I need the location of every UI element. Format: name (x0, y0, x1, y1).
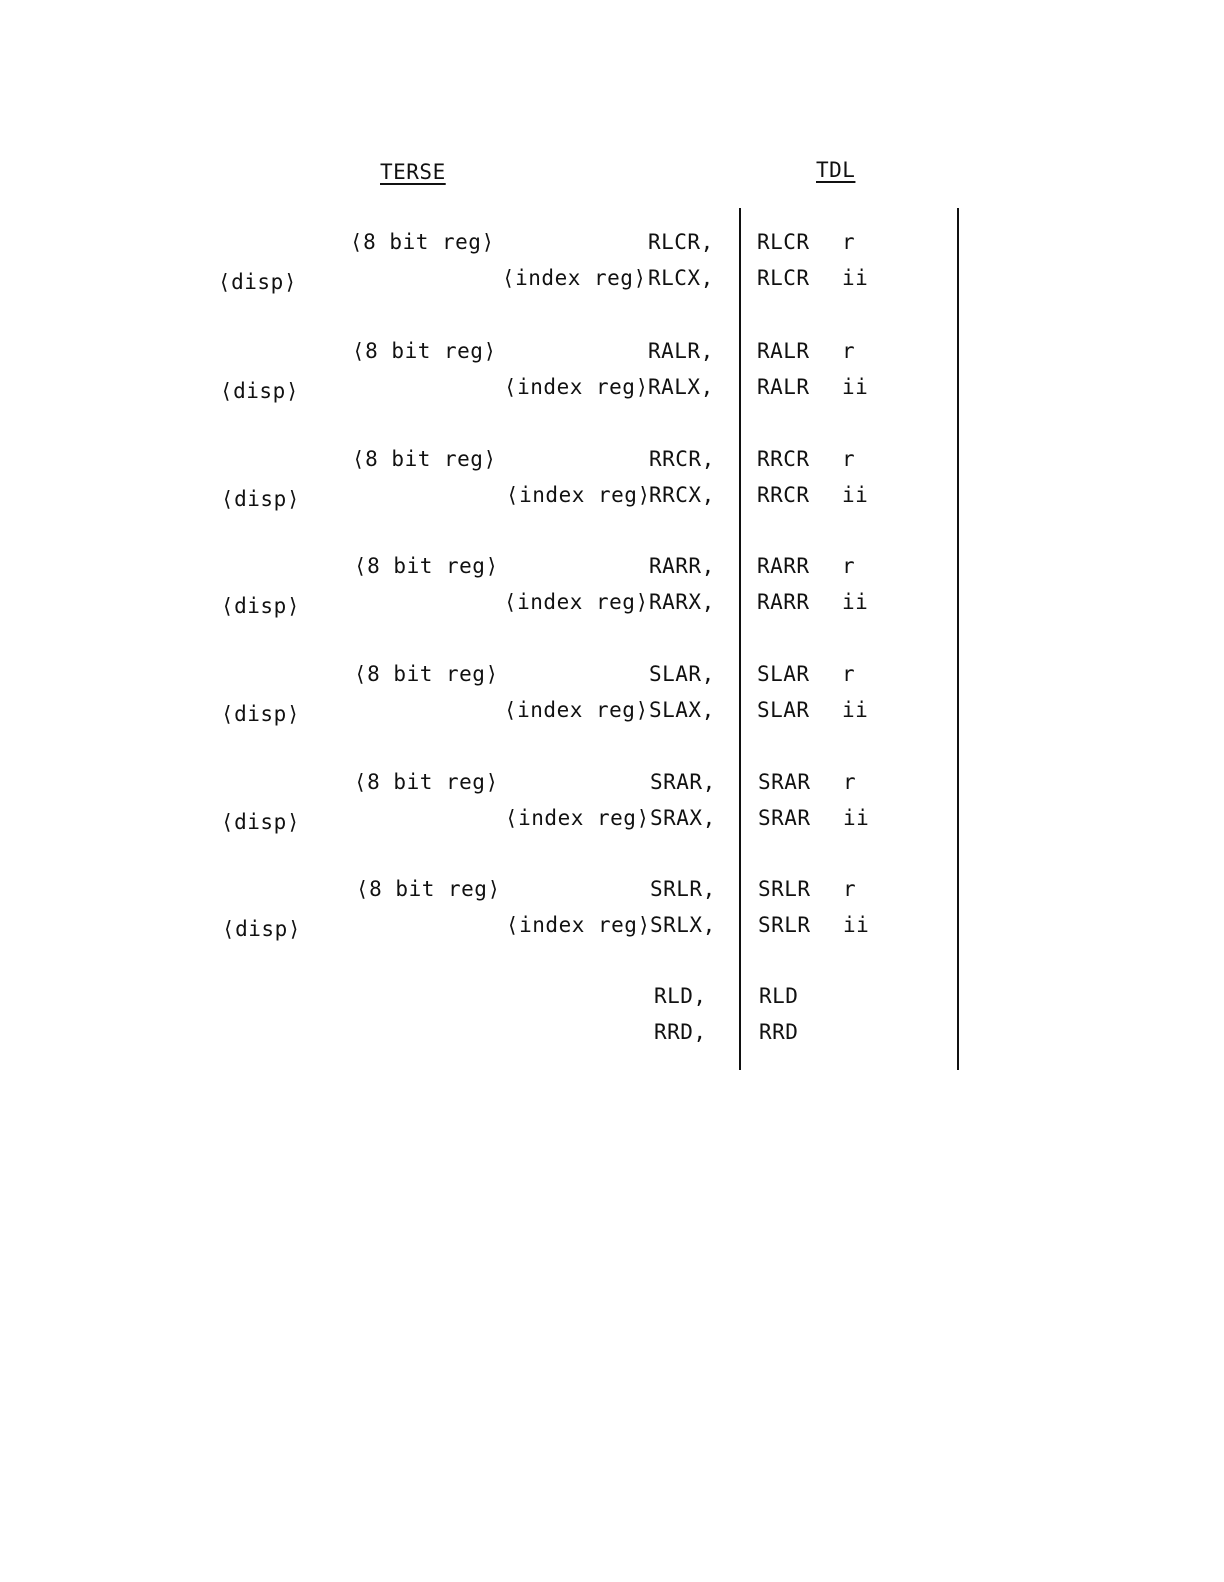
operand-disp: ⟨disp⟩ (222, 917, 301, 941)
tdl-operand-r: r (843, 770, 857, 794)
operand-disp: ⟨disp⟩ (221, 702, 300, 726)
terse-mnemonic-index: RRCX, (649, 483, 715, 507)
operand-disp: ⟨disp⟩ (221, 810, 300, 834)
terse-header: TERSE (380, 160, 446, 184)
tdl-operand-ii: ii (843, 806, 870, 830)
tdl-mnemonic-index: SRLR (758, 913, 811, 937)
operand-8bit-reg: ⟨8 bit reg⟩ (352, 447, 497, 471)
instruction-group (0, 556, 1224, 636)
tdl-operand-r: r (842, 447, 856, 471)
operand-8bit-reg: ⟨8 bit reg⟩ (350, 230, 495, 254)
tdl-operand-r: r (842, 230, 856, 254)
operand-disp: ⟨disp⟩ (221, 487, 300, 511)
operand-8bit-reg: ⟨8 bit reg⟩ (352, 339, 497, 363)
tdl-operand-ii: ii (842, 375, 869, 399)
tdl-operand-r: r (842, 662, 856, 686)
operand-index-reg: ⟨index reg⟩ (505, 806, 650, 830)
terse-mnemonic-index: SRLX, (650, 913, 716, 937)
terse-mnemonic-reg: SLAR, (649, 662, 715, 686)
tdl-operand-r: r (842, 339, 856, 363)
tdl-mnemonic-index: RARR (757, 590, 810, 614)
terse-mnemonic-reg: RARR, (649, 554, 715, 578)
operand-disp: ⟨disp⟩ (220, 379, 299, 403)
operand-index-reg: ⟨index reg⟩ (504, 698, 649, 722)
tdl-mnemonic-reg: RARR (757, 554, 810, 578)
tdl-header: TDL (816, 158, 856, 182)
instruction-group (0, 772, 1224, 852)
tdl-mnemonic-rld: RLD (759, 984, 799, 1008)
operand-8bit-reg: ⟨8 bit reg⟩ (356, 877, 501, 901)
instruction-group (0, 664, 1224, 744)
tdl-mnemonic-index: RRCR (757, 483, 810, 507)
operand-index-reg: ⟨index reg⟩ (502, 266, 647, 290)
tdl-operand-ii: ii (842, 590, 869, 614)
terse-mnemonic-rrd: RRD, (654, 1020, 707, 1044)
tdl-operand-ii: ii (843, 913, 870, 937)
operand-index-reg: ⟨index reg⟩ (504, 590, 649, 614)
tdl-mnemonic-index: RLCR (757, 266, 810, 290)
tdl-operand-ii: ii (842, 483, 869, 507)
operand-disp: ⟨disp⟩ (221, 594, 300, 618)
operand-index-reg: ⟨index reg⟩ (506, 483, 651, 507)
terse-mnemonic-reg: SRAR, (650, 770, 716, 794)
operand-8bit-reg: ⟨8 bit reg⟩ (354, 770, 499, 794)
terse-mnemonic-index: SLAX, (649, 698, 715, 722)
terse-mnemonic-index: RLCX, (648, 266, 714, 290)
operand-index-reg: ⟨index reg⟩ (504, 375, 649, 399)
tdl-mnemonic-reg: RALR (757, 339, 810, 363)
terse-mnemonic-reg: RALR, (648, 339, 714, 363)
instruction-group (0, 341, 1224, 421)
terse-mnemonic-index: RARX, (649, 590, 715, 614)
instruction-group (0, 449, 1224, 529)
operand-8bit-reg: ⟨8 bit reg⟩ (354, 662, 499, 686)
terse-mnemonic-index: RALX, (648, 375, 714, 399)
tdl-mnemonic-index: SRAR (758, 806, 811, 830)
terse-mnemonic-index: SRAX, (650, 806, 716, 830)
tdl-operand-ii: ii (842, 266, 869, 290)
tdl-mnemonic-reg: RRCR (757, 447, 810, 471)
tdl-mnemonic-reg: SRLR (758, 877, 811, 901)
terse-mnemonic-rld: RLD, (654, 984, 707, 1008)
tdl-mnemonic-reg: RLCR (757, 230, 810, 254)
instruction-group (0, 232, 1224, 312)
operand-disp: ⟨disp⟩ (218, 270, 297, 294)
tdl-mnemonic-index: RALR (757, 375, 810, 399)
tdl-mnemonic-rrd: RRD (759, 1020, 799, 1044)
tdl-mnemonic-reg: SLAR (757, 662, 810, 686)
tdl-mnemonic-index: SLAR (757, 698, 810, 722)
operand-8bit-reg: ⟨8 bit reg⟩ (354, 554, 499, 578)
tdl-mnemonic-reg: SRAR (758, 770, 811, 794)
terse-mnemonic-reg: RRCR, (649, 447, 715, 471)
tdl-operand-r: r (842, 554, 856, 578)
terse-mnemonic-reg: SRLR, (650, 877, 716, 901)
tdl-operand-ii: ii (842, 698, 869, 722)
instruction-group (0, 879, 1224, 959)
terse-mnemonic-reg: RLCR, (648, 230, 714, 254)
tdl-operand-r: r (843, 877, 857, 901)
operand-index-reg: ⟨index reg⟩ (506, 913, 651, 937)
